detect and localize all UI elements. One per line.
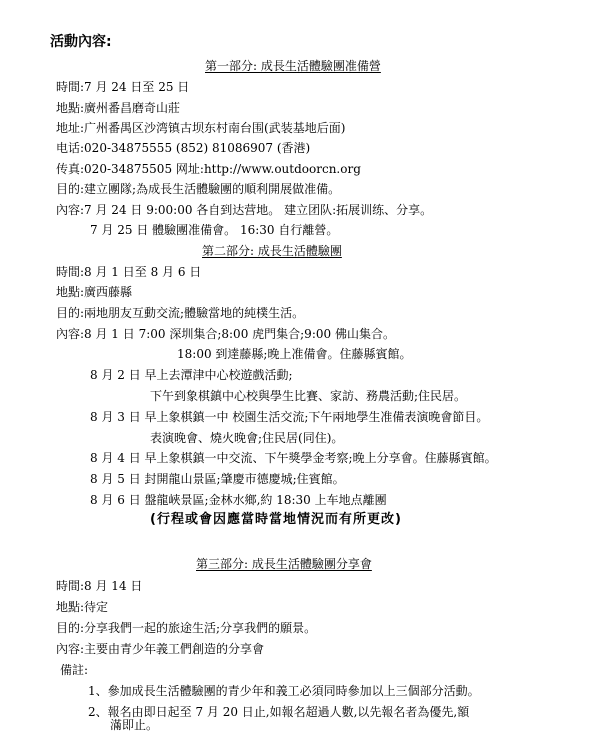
section-1-line: 传真:020-34875505 网址:http://www.outdoorcn.org [56, 162, 361, 176]
section-2-title: 第二部分: 成長生活體驗團 [202, 244, 342, 258]
section-2-line: 18:00 到達藤縣;晚上准備會。住藤縣賓館。 [177, 347, 412, 361]
section-2-line: 下午到象棋鎮中心校與學生比賽、家訪、務農活動;住民居。 [150, 389, 467, 403]
note-item: 1、參加成長生活體驗團的青少年和義工必須同時參加以上三個部分活動。 [88, 684, 480, 698]
section-3-title: 第三部分: 成長生活體驗團分享會 [196, 557, 372, 571]
section-2-line: 8 月 5 日 封開龍山景區;肇慶市德慶城;住賓館。 [90, 472, 345, 486]
section-2-line: 8 月 4 日 早上象棋鎮一中交流、下午獎學金考察;晚上分享會。住藤縣賓館。 [90, 451, 497, 465]
section-1-line: 7 月 25 日 體驗團准備會。 16:30 自行離營。 [90, 223, 339, 237]
section-1-line: 地點:廣州番昌磨奇山莊 [56, 101, 181, 115]
section-2-line: 內容:8 月 1 日 7:00 深圳集合;8:00 虎門集合;9:00 佛山集合。 [56, 327, 395, 341]
section-2-line: 表演晚會、燒火晚會;住民居(同住)。 [150, 431, 344, 445]
page-heading: 活動內容: [50, 34, 112, 50]
section-1-line: 目的:建立團隊;為成長生活體驗團的順利開展做准備。 [56, 182, 341, 196]
note-item-continuation: 滿即止。 [110, 718, 159, 732]
section-1-line: 电话:020-34875555 (852) 81086907 (香港) [56, 141, 311, 155]
section-3-line: 地點:待定 [56, 600, 109, 614]
section-1-title: 第一部分: 成長生活體驗團准備營 [205, 59, 381, 73]
section-1-line: 地址:广州番禺区沙湾镇古坝东村南台围(武装基地后面) [56, 121, 346, 135]
section-2-line: 目的:兩地朋友互動交流;體驗當地的純樸生活。 [56, 306, 305, 320]
section-1-line: 時間:7 月 24 日至 25 日 [56, 80, 190, 94]
section-2-line: 8 月 6 日 盤龍峽景區;金林水鄉,約 18:30 上车地点離團 [90, 493, 387, 507]
section-2-line: 時間:8 月 1 日至 8 月 6 日 [56, 265, 202, 279]
section-3-line: 內容:主要由青少年義工們創造的分享會 [56, 642, 265, 656]
section-2-line: 8 月 2 日 早上去潭津中心校遊戲活動; [90, 368, 293, 382]
section-3-line: 時間:8 月 14 日 [56, 579, 143, 593]
section-2-line: 地點:廣西藤縣 [56, 285, 133, 299]
section-3-line: 目的:分享我們一起的旅途生活;分享我們的願景。 [56, 621, 317, 635]
notes-label: 備註: [60, 663, 89, 677]
note-item: 2、報名由即日起至 7 月 20 日止,如報名超過人數,以先報名者為優先,額 [88, 705, 470, 719]
section-1-line: 內容:7 月 24 日 9:00:00 各自到达营地。 建立团队:拓展训练、分享。 [56, 203, 433, 217]
itinerary-change-notice: (行程或會因應當時當地情況而有所更改) [150, 512, 402, 527]
section-2-line: 8 月 3 日 早上象棋鎮一中 校園生活交流;下午兩地學生准備表演晚會節目。 [90, 410, 489, 424]
